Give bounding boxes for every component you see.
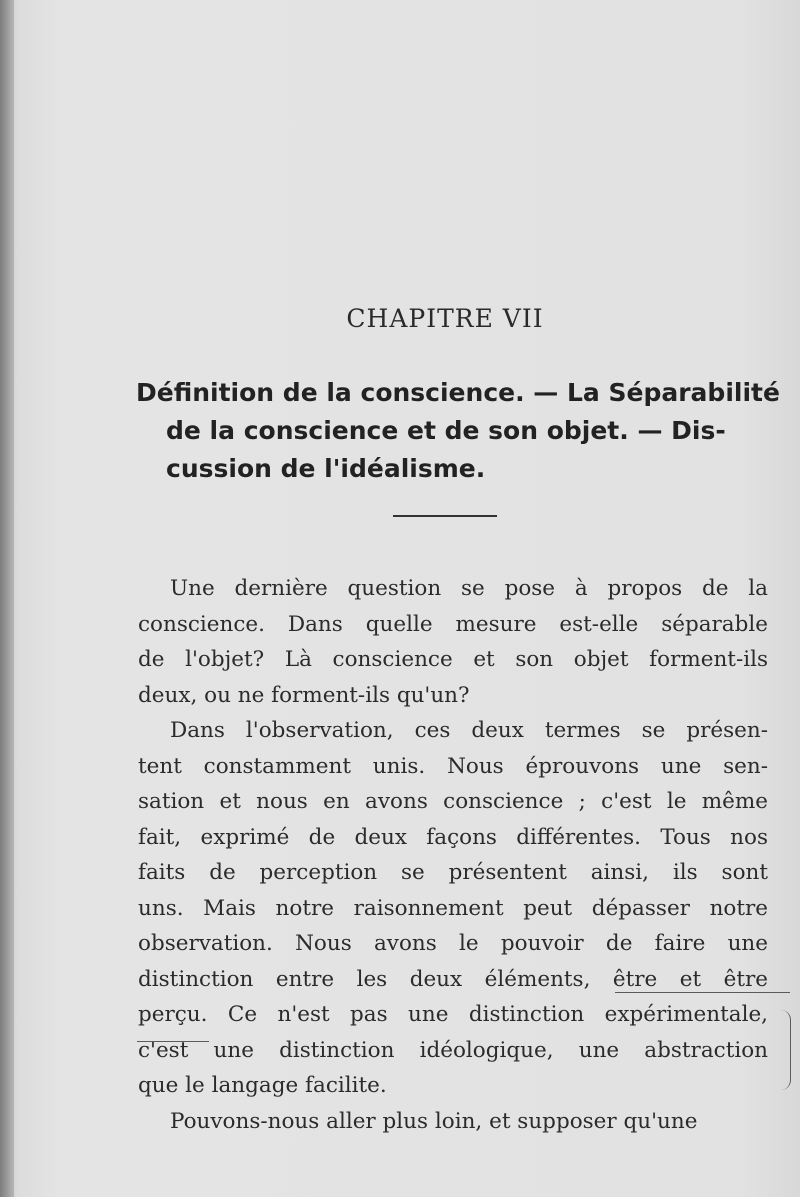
book-spine-shadow [0,0,14,1197]
text-line: fait, exprimé de deux façons différentes. Tous nos [138,824,768,850]
pencil-underline-mark [615,992,790,993]
pencil-margin-bracket [780,1010,791,1090]
paragraph [138,571,768,713]
text-line: c'est une distinction idéologique, une abstraction [138,1037,768,1063]
text-line: de l'objet? Là conscience et son objet forment-ils [138,647,768,672]
text-line: sation et nous en avons conscience ; c'est le même [138,789,768,814]
chapter-number: CHAPITRE VII [346,304,544,333]
text-line: tent constamment unis. Nous éprouvons une sen- [138,753,768,779]
chapter-title-line: de la conscience et de son objet. — Dis- [166,416,726,445]
text-line: que le langage facilite. [138,1073,387,1098]
text-line: uns. Mais notre raisonnement peut dépasser notre [138,895,768,921]
chapter-title-line: Définition de la conscience. — La Séparabilité [136,378,780,407]
chapter-title [136,374,780,488]
paragraph [138,1104,768,1140]
text-line: Dans l'observation, ces deux termes se présen- [170,718,768,743]
text-line: faits de perception se présentent ainsi, ils sont [138,860,768,885]
text-line: observation. Nous avons le pouvoir de faire une [138,931,768,956]
paragraph [138,713,768,1104]
text-line: distinction entre les deux éléments, être et être [138,966,768,992]
text-line: conscience. Dans quelle mesure est-elle séparable [138,611,768,637]
section-divider [393,515,497,517]
body-text [138,571,768,1139]
text-line: Une dernière question se pose à propos de la [170,576,768,601]
text-line: deux, ou ne forment-ils qu'un? [138,682,470,708]
chapter-title-line: cussion de l'idéalisme. [166,454,486,483]
pencil-underline-mark [137,1041,209,1042]
text-line: perçu. Ce n'est pas une distinction expérimentale, [138,1002,768,1027]
text-line: Pouvons-nous aller plus loin, et supposer qu'une [170,1108,698,1134]
